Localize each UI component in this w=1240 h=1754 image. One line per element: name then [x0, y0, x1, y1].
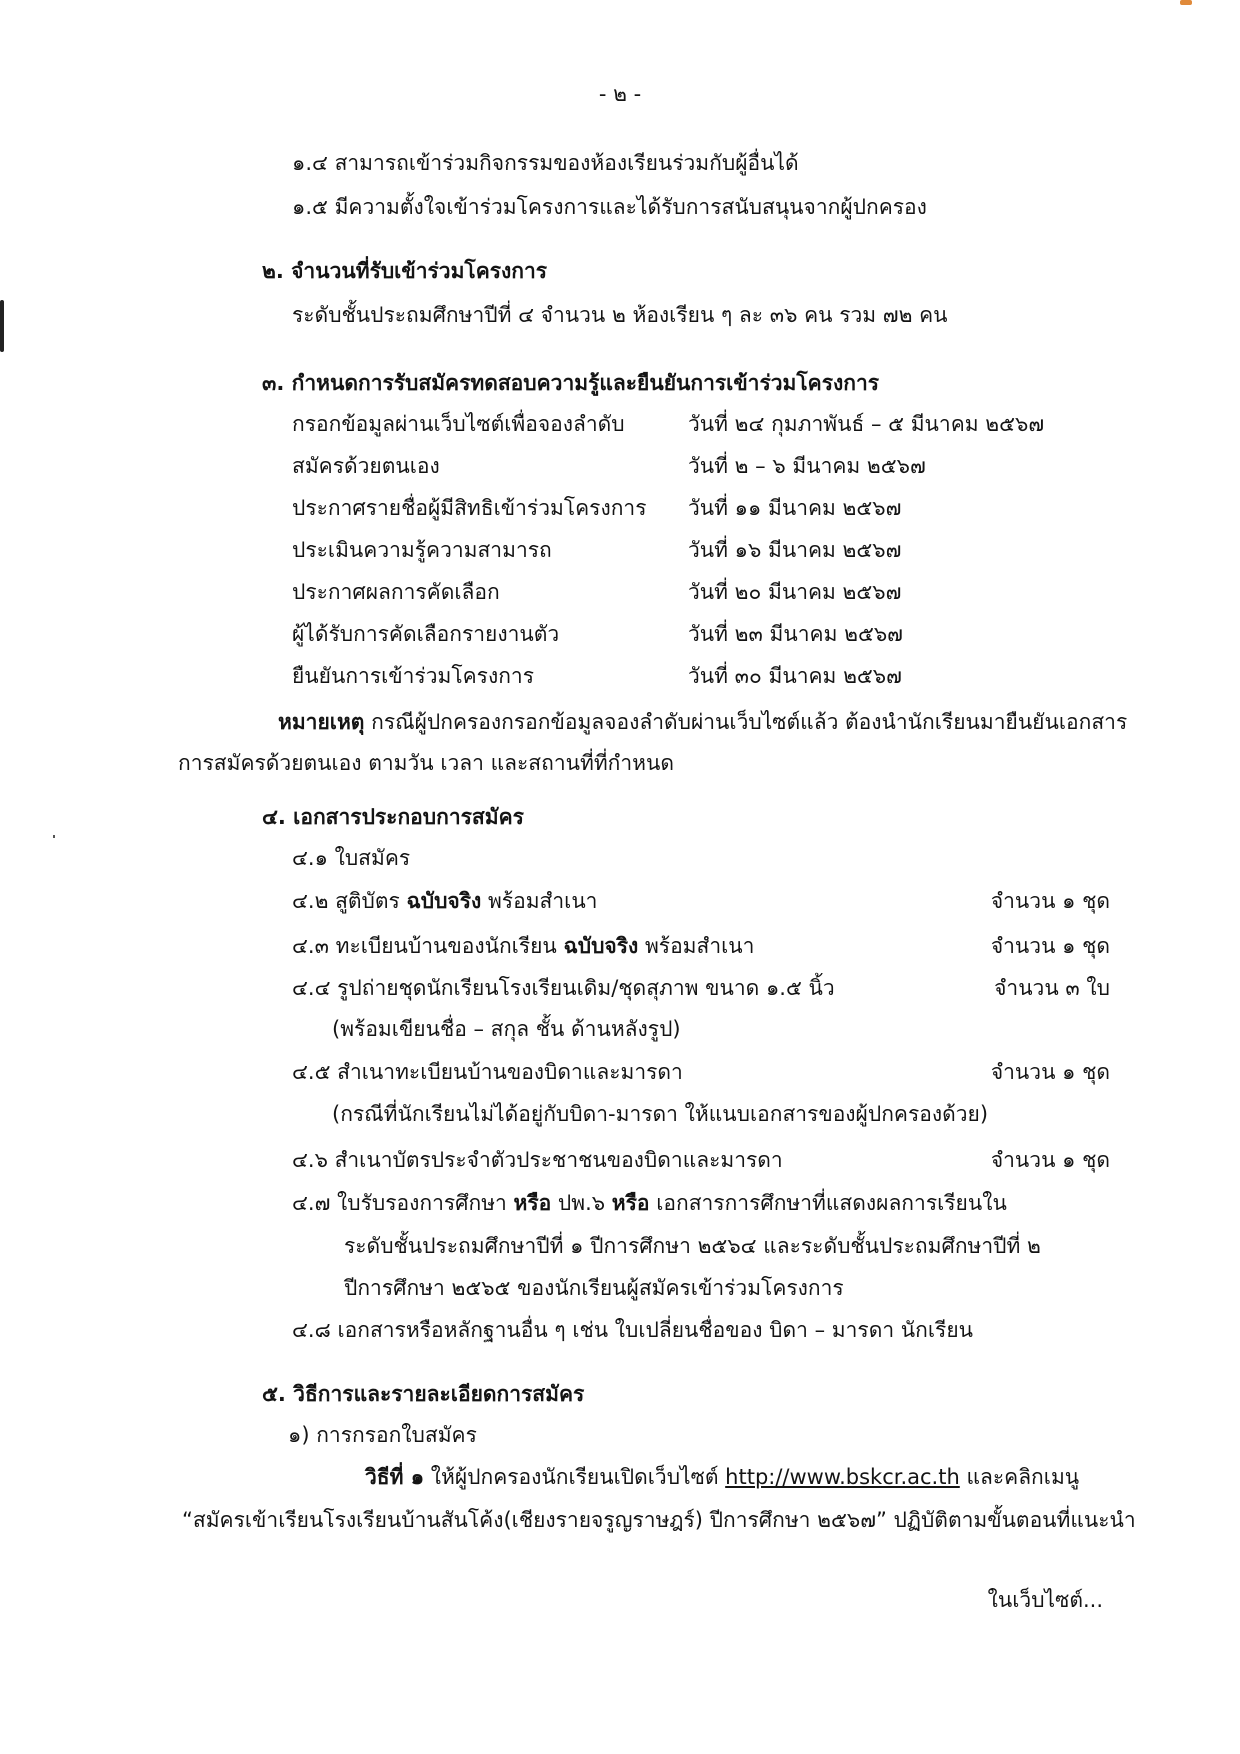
schedule-date: วันที่ ๒๔ กุมภาพันธ์ – ๕ มีนาคม ๒๕๖๗ — [688, 412, 1045, 436]
school-website-link[interactable]: http://www.bskcr.ac.th — [725, 1465, 960, 1489]
continuation-text: ในเว็บไซต์... — [987, 1588, 1103, 1612]
schedule-date: วันที่ ๒๐ มีนาคม ๒๕๖๗ — [688, 580, 902, 604]
doc-text: พร้อมสำเนา — [638, 934, 755, 958]
doc-item-4-7 — [292, 1193, 1007, 1214]
doc-qty: จำนวน ๑ ชุด — [990, 1060, 1110, 1084]
doc-text: พร้อมสำเนา — [481, 889, 598, 913]
section-5-heading: ๕. วิธีการและรายละเอียดการสมัคร — [262, 1382, 585, 1406]
schedule-activity: ประกาศผลการคัดเลือก — [292, 580, 500, 604]
doc-emphasis: ฉบับจริง — [563, 934, 639, 958]
section-4-heading: ๔. เอกสารประกอบการสมัคร — [262, 805, 524, 829]
method-1-line-2: “สมัครเข้าเรียนโรงเรียนบ้านสันโค้ง(เชียงรายจรูญราษฎร์) ปีการศึกษา ๒๕๖๗” ปฏิบัติตามขั้นตอนที่แนะนำ — [182, 1508, 1136, 1532]
schedule-activity: ยืนยันการเข้าร่วมโครงการ — [292, 664, 534, 688]
section-5-sub-1: ๑) การกรอกใบสมัคร — [288, 1423, 477, 1447]
section-2-text: ระดับชั้นประถมศึกษาปีที่ ๔ จำนวน ๒ ห้องเรียน ๆ ละ ๓๖ คน รวม ๗๒ คน — [292, 303, 948, 327]
doc-text: ปพ.๖ — [551, 1191, 612, 1215]
schedule-activity: ผู้ได้รับการคัดเลือกรายงานตัว — [292, 622, 560, 646]
schedule-date: วันที่ ๒๓ มีนาคม ๒๕๖๗ — [688, 622, 903, 646]
doc-emphasis: หรือ — [513, 1191, 552, 1215]
doc-item-4-4-note: (พร้อมเขียนชื่อ – สกุล ชั้น ด้านหลังรูป) — [332, 1017, 681, 1041]
doc-item-4-6: ๔.๖ สำเนาบัตรประจำตัวประชาชนของบิดาและมารดา — [292, 1148, 783, 1172]
scan-speck-icon — [53, 835, 55, 838]
schedule-activity: สมัครด้วยตนเอง — [292, 454, 440, 478]
doc-text: ๔.๒ สูติบัตร — [292, 889, 407, 913]
doc-text: เอกสารการศึกษาที่แสดงผลการเรียนใน — [649, 1191, 1007, 1215]
note-line-1 — [278, 712, 1127, 733]
doc-item-4-3 — [292, 936, 754, 957]
method-text: ให้ผู้ปกครองนักเรียนเปิดเว็บไซต์ — [424, 1465, 726, 1489]
doc-emphasis: ฉบับจริง — [406, 889, 482, 913]
schedule-date: วันที่ ๒ – ๖ มีนาคม ๒๕๖๗ — [688, 454, 926, 478]
section-2-heading: ๒. จำนวนที่รับเข้าร่วมโครงการ — [262, 259, 548, 283]
schedule-activity: ประกาศรายชื่อผู้มีสิทธิเข้าร่วมโครงการ — [292, 496, 647, 520]
doc-item-4-7-line-2: ระดับชั้นประถมศึกษาปีที่ ๑ ปีการศึกษา ๒๕๖๔ และระดับชั้นประถมศึกษาปีที่ ๒ — [344, 1234, 1041, 1258]
schedule-activity: กรอกข้อมูลผ่านเว็บไซต์เพื่อจองลำดับ — [292, 412, 625, 436]
doc-item-4-1: ๔.๑ ใบสมัคร — [292, 846, 411, 870]
schedule-date: วันที่ ๑๖ มีนาคม ๒๕๖๗ — [688, 538, 902, 562]
doc-item-4-8: ๔.๘ เอกสารหรือหลักฐานอื่น ๆ เช่น ใบเปลี่ยนชื่อของ บิดา – มารดา นักเรียน — [292, 1318, 973, 1342]
doc-qty: จำนวน ๑ ชุด — [990, 934, 1110, 958]
scan-edge-mark-icon — [0, 300, 4, 352]
method-label: วิธีที่ ๑ — [365, 1465, 425, 1489]
doc-item-4-2 — [292, 891, 597, 912]
method-1-line — [365, 1467, 1079, 1488]
doc-item-4-7-line-3: ปีการศึกษา ๒๕๖๕ ของนักเรียนผู้สมัครเข้าร่วมโครงการ — [344, 1276, 844, 1300]
doc-item-4-5: ๔.๕ สำเนาทะเบียนบ้านของบิดาและมารดา — [292, 1060, 683, 1084]
doc-qty: จำนวน ๑ ชุด — [990, 889, 1110, 913]
item-1-5: ๑.๕ มีความตั้งใจเข้าร่วมโครงการและได้รับการสนับสนุนจากผู้ปกครอง — [292, 195, 927, 219]
note-label: หมายเหตุ — [278, 710, 365, 734]
doc-text: ๔.๓ ทะเบียนบ้านของนักเรียน — [292, 934, 564, 958]
doc-text: ๔.๗ ใบรับรองการศึกษา — [292, 1191, 514, 1215]
doc-emphasis: หรือ — [611, 1191, 650, 1215]
note-text: กรณีผู้ปกครองกรอกข้อมูลจองลำดับผ่านเว็บไซต์แล้ว ต้องนำนักเรียนมายืนยันเอกสาร — [371, 710, 1128, 734]
schedule-date: วันที่ ๑๑ มีนาคม ๒๕๖๗ — [688, 496, 902, 520]
schedule-activity: ประเมินความรู้ความสามารถ — [292, 538, 552, 562]
doc-item-4-4: ๔.๔ รูปถ่ายชุดนักเรียนโรงเรียนเดิม/ชุดสุภาพ ขนาด ๑.๕ นิ้ว — [292, 976, 835, 1000]
doc-item-4-5-note: (กรณีที่นักเรียนไม่ได้อยู่กับบิดา-มารดา ให้แนบเอกสารของผู้ปกครองด้วย) — [332, 1102, 989, 1126]
doc-qty: จำนวน ๓ ใบ — [994, 976, 1110, 1000]
scan-orange-mark-icon — [1180, 0, 1192, 5]
item-1-4: ๑.๔ สามารถเข้าร่วมกิจกรรมของห้องเรียนร่วมกับผู้อื่นได้ — [292, 151, 799, 175]
section-3-heading: ๓. กำหนดการรับสมัครทดสอบความรู้และยืนยันการเข้าร่วมโครงการ — [262, 371, 880, 395]
schedule-date: วันที่ ๓๐ มีนาคม ๒๕๖๗ — [688, 664, 902, 688]
page-number: - ๒ - — [598, 82, 642, 106]
method-tail: และคลิกเมนู — [959, 1465, 1080, 1489]
note-line-2: การสมัครด้วยตนเอง ตามวัน เวลา และสถานที่ที่กำหนด — [178, 751, 675, 775]
doc-qty: จำนวน ๑ ชุด — [990, 1148, 1110, 1172]
